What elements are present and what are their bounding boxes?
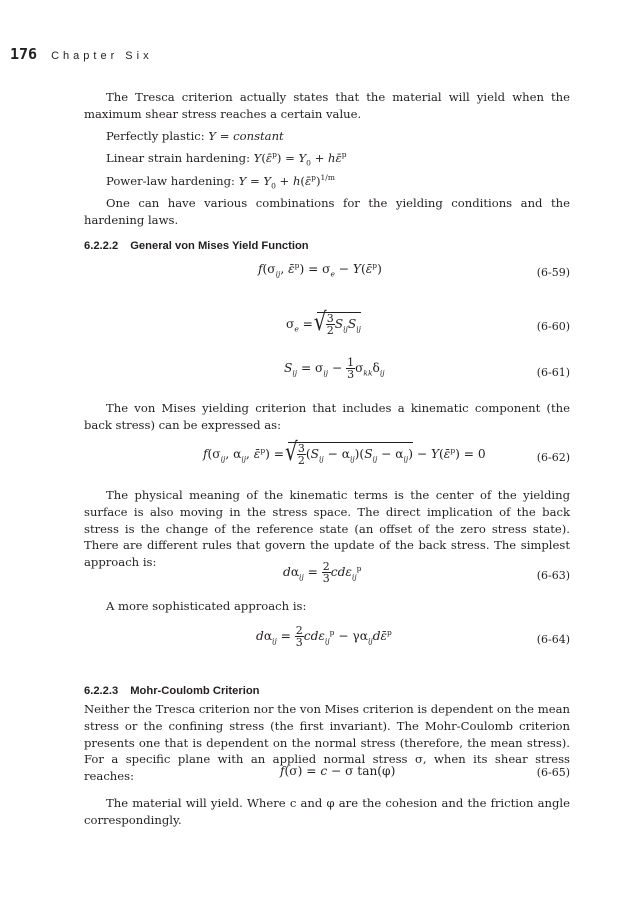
power-law-label: Power-law hardening:	[106, 174, 235, 188]
paragraph-back-stress: The von Mises yielding criterion that includes a kinematic component (the back stress) can be expressed as:	[84, 401, 570, 432]
section-title: Mohr-Coulomb Criterion	[130, 685, 260, 697]
linear-hardening-label: Linear strain hardening:	[106, 151, 250, 165]
equation-number: (6-59)	[536, 266, 570, 279]
equation-6-65: f(σ) = c − σ tan(φ)	[280, 764, 396, 778]
perfectly-plastic-line	[106, 128, 284, 144]
equation-6-63: $d\alpha_{ij}$ = $\frac{2}{3}$ cdε$_{ij}^p$	[283, 560, 362, 585]
paragraph-combinations: One can have various combinations for the yielding conditions and the hardening laws.	[84, 196, 570, 227]
section-number: 6.2.2.3	[84, 685, 119, 697]
paragraph-final: The material will yield. Where c and φ are the cohesion and the friction angle correspondingly.	[84, 796, 570, 827]
power-law-equation: $Y = Y_0$ + h(ε̄$^p$)$^{1/m}$	[238, 173, 335, 191]
equation-6-64: $d\alpha_{ij}$ = $\frac{2}{3}$ $cd\varepsilon_{ij}^p - \gamma\alpha_{ij}d\varepsilon̄^p$	[256, 624, 392, 649]
perfectly-plastic-label: Perfectly plastic:	[106, 129, 205, 143]
equation-6-59: $f(\sigma_{ij}$, ε̄$^p$) = $\sigma_e$ − Y(ε̄$^p$)	[258, 260, 382, 279]
section-heading-mohr-coulomb	[84, 685, 259, 697]
paragraph-physical-meaning: The physical meaning of the kinematic terms is the center of the yielding surface is also moving in the stress space. The direct implication of the back stress is the change of the reference state (an offset of the zero stress state). There are different rules that govern the update of the back stress. The simplest approach is:	[84, 488, 570, 570]
equation-number: (6-62)	[536, 451, 570, 464]
equation-number: (6-64)	[536, 633, 570, 646]
paragraph-sophisticated: A more sophisticated approach is:	[106, 599, 307, 613]
perfectly-plastic-equation: Y = constant	[208, 129, 284, 143]
equation-6-62: $f(\sigma_{ij}$, $\alpha_{ij}$, ε̄$^p$) = √ $\frac{3}{2}$ $(S_{ij} - \alpha_{ij})(S_{ij} - \alpha_{ij})$ − Y(ε̄$^p$) = 0	[203, 442, 486, 466]
paragraph-tresca: The Tresca criterion actually states that the material will yield when the maximum shear stress reaches a certain value.	[84, 90, 570, 121]
section-heading-von-mises	[84, 240, 309, 252]
equation-6-61: $S_{ij} = \sigma_{ij}$ − $\frac{1}{3}$ $\sigma_{kk}\delta_{ij}$	[284, 356, 385, 381]
section-number: 6.2.2.2	[84, 240, 119, 252]
running-header	[10, 45, 153, 65]
equation-number: (6-60)	[536, 320, 570, 333]
equation-number: (6-65)	[536, 766, 570, 779]
paragraph-mohr-coulomb: Neither the Tresca criterion nor the von Mises criterion is dependent on the mean stress or the confining stress (the first invariant). The Mohr-Coulomb criterion presents one that is dependent on the normal stress (therefore, the mean stress). For a specific plane with an applied normal stress σ, when its shear stress reaches:	[84, 702, 570, 784]
page-number: 176	[10, 45, 38, 63]
equation-number: (6-61)	[536, 366, 570, 379]
linear-hardening-line	[106, 150, 347, 166]
linear-hardening-equation: Y(ε̄$^p$) = $Y_0$ + hε̄$^p$	[253, 150, 347, 168]
section-title: General von Mises Yield Function	[130, 240, 309, 252]
power-law-line	[106, 173, 335, 189]
chapter-title: Chapter Six	[51, 50, 153, 62]
equation-number: (6-63)	[536, 569, 570, 582]
equation-6-60: $\sigma_e$ = √ $\frac{3}{2}$ $S_{ij}S_{ij}$	[286, 312, 361, 336]
